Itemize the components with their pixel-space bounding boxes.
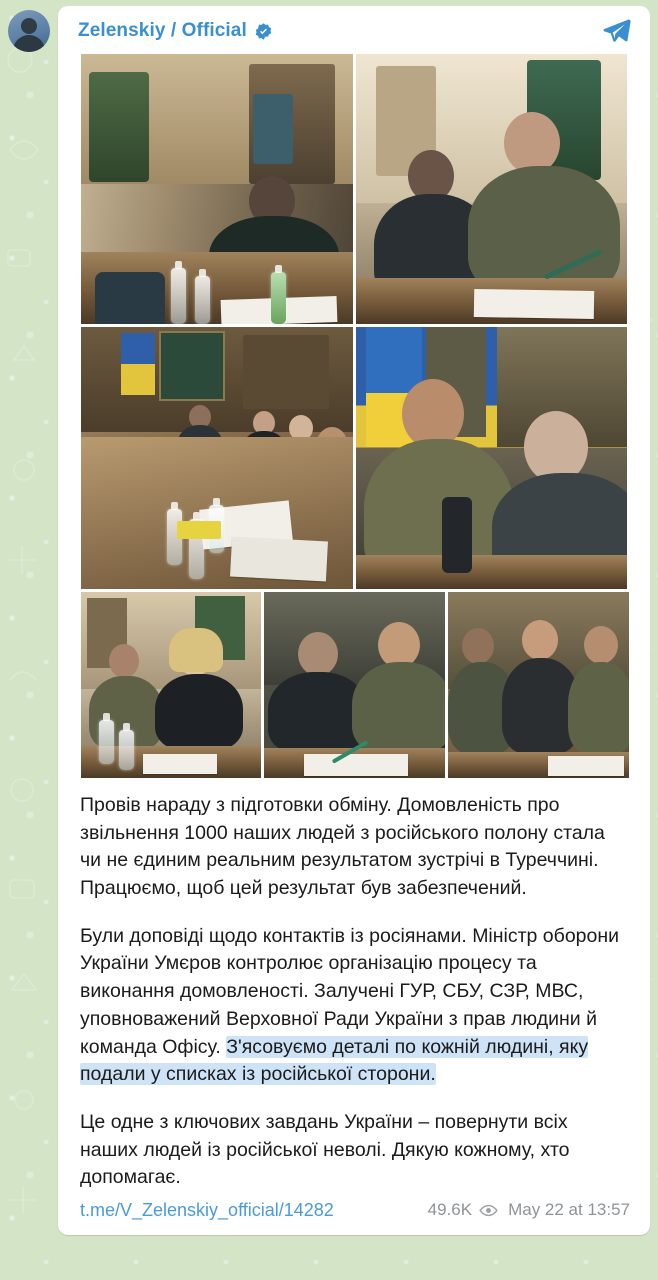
avatar-head-shape [21, 18, 37, 34]
photo-grid-row-3 [81, 592, 627, 778]
message-date: May 22 at 13:57 [508, 1200, 630, 1220]
paragraph-3 [80, 1109, 628, 1192]
forward-paper-plane-icon[interactable] [602, 16, 632, 46]
photo-officials-at-table[interactable] [356, 327, 627, 589]
message-bubble [58, 6, 650, 1235]
message-text [58, 778, 650, 1198]
post-link[interactable]: t.me/V_Zelenskiy_official/14282 [80, 1199, 334, 1220]
channel-title[interactable]: Zelenskiy / Official [78, 20, 247, 41]
photo-president-at-desk[interactable] [81, 54, 353, 324]
paragraph-1-text: Провів нараду з підготовки обміну. Домовленість про звільнення 1000 наших людей з російського полону стала чи не єдиним реальним результатом зустрічі в Туреччині. Працюємо, щоб цей результат був забезпечений. [80, 794, 605, 900]
photo-grid-row-2 [81, 327, 627, 589]
avatar-body-shape [13, 35, 45, 52]
channel-avatar[interactable] [8, 10, 50, 52]
message-meta [428, 1200, 630, 1220]
paragraph-3-text: Це одне з ключових завдань України – повернути всіх наших людей із російської неволі. Дякую кожному, хто допомагає. [80, 1110, 570, 1189]
paragraph-1 [80, 792, 628, 903]
view-count: 49.6K [427, 1200, 473, 1220]
photo-two-men-writing[interactable] [264, 592, 445, 778]
photo-two-officials-talking[interactable] [356, 54, 627, 324]
message-header [58, 6, 650, 54]
photo-three-men-seated[interactable] [448, 592, 629, 778]
photo-meeting-wide-shot[interactable] [81, 327, 353, 589]
eye-icon [479, 1204, 498, 1217]
message-footer [58, 1198, 650, 1235]
paragraph-2-text: Були доповіді щодо контактів із росіянами. Міністр оборони України Умєров контролює організацію процесу та виконання домовленості. Залучені ГУР, СБУ, СЗР, МВС, уповноважений Верховної Ради України з прав людини й команда Офісу. [80, 924, 620, 1058]
photo-grid-row-1 [81, 54, 627, 324]
photo-man-and-woman-at-table[interactable] [81, 592, 261, 778]
highlighted-text: З'ясовуємо деталі по кожній людині, яку подали у списках із російської сторони. [80, 1035, 589, 1086]
verified-badge-icon [254, 22, 273, 41]
paragraph-2 [80, 923, 628, 1089]
